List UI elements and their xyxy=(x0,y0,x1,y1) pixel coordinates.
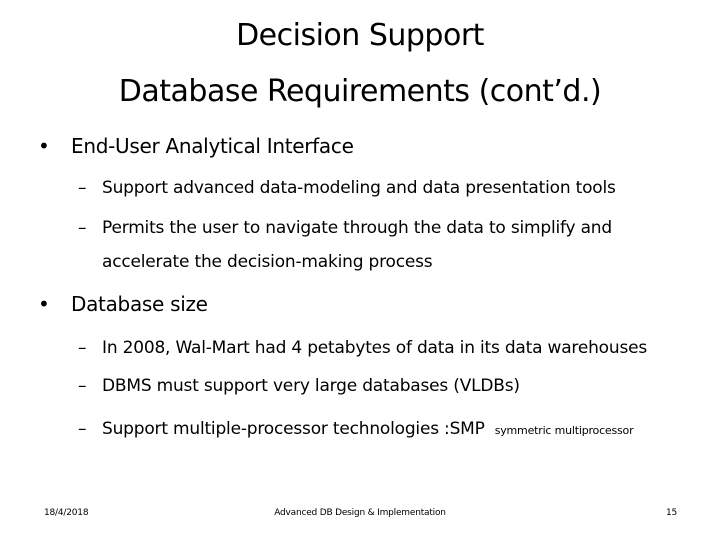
sub-item-text: Permits the user to navigate through the data to simplify and xyxy=(102,218,612,238)
page-number: 15 xyxy=(666,508,678,518)
bullet-icon: • xyxy=(38,134,50,158)
dash-icon: – xyxy=(78,419,87,439)
sub-item-text: DBMS must support very large databases (VLDBs) xyxy=(102,376,520,396)
sub-item-main-text: Support multiple-processor technologies :SMP xyxy=(102,419,485,439)
footer-title: Advanced DB Design & Implementation xyxy=(274,508,446,518)
bullet-text: End-User Analytical Interface xyxy=(71,134,354,158)
slide-title-line-2: Database Requirements (cont’d.) xyxy=(118,74,602,109)
dash-icon: – xyxy=(78,178,87,198)
sub-item-text xyxy=(102,419,633,439)
sub-item-text: In 2008, Wal-Mart had 4 petabytes of data in its data warehouses xyxy=(102,338,648,358)
dash-icon: – xyxy=(78,218,87,238)
footer-date: 18/4/2018 xyxy=(44,508,89,518)
sub-item-text: Support advanced data-modeling and data presentation tools xyxy=(102,178,616,198)
dash-icon: – xyxy=(78,376,87,396)
bullet-icon: • xyxy=(38,292,50,316)
sub-item-note: symmetric multiprocessor xyxy=(494,424,634,437)
sub-item-text: accelerate the decision-making process xyxy=(102,252,433,272)
slide-title-line-1: Decision Support xyxy=(236,18,484,53)
dash-icon: – xyxy=(78,338,87,358)
bullet-text: Database size xyxy=(71,292,208,316)
